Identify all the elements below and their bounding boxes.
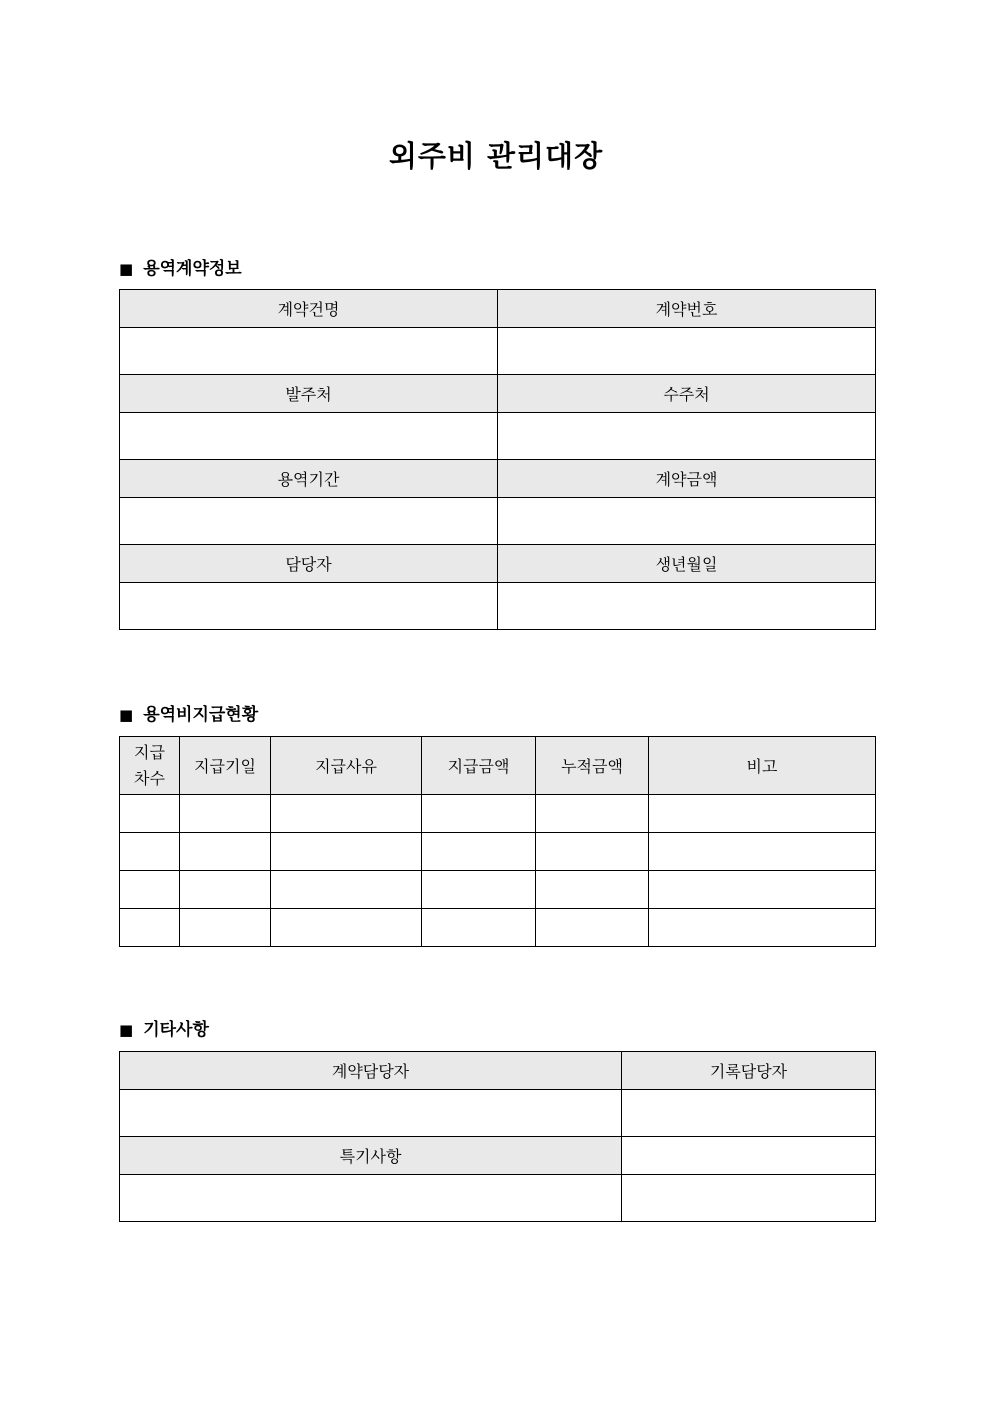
header-person-in-charge: 담당자 [120,545,498,583]
header-contract-name: 계약건명 [120,290,498,328]
header-service-period: 용역기간 [120,460,498,498]
payment-cell[interactable] [422,871,536,909]
contract-name-field[interactable] [120,328,498,375]
payment-cell[interactable] [180,833,271,871]
service-period-field[interactable] [120,498,498,545]
payment-cell[interactable] [422,833,536,871]
payment-cell[interactable] [180,871,271,909]
contractor-field[interactable] [498,413,876,460]
contract-manager-field[interactable] [120,1090,622,1137]
payment-cell[interactable] [271,795,422,833]
section-title: 기타사항 [143,1020,209,1040]
payment-cell[interactable] [422,909,536,947]
payment-table [119,736,876,947]
section-heading-contract-info [119,254,242,279]
header-client: 발주처 [120,375,498,413]
payment-cell[interactable] [120,909,180,947]
payment-cell[interactable] [120,871,180,909]
table-row [120,795,876,833]
header-contract-number: 계약번호 [498,290,876,328]
table-row [120,833,876,871]
header-cumulative-amount: 누적금액 [536,737,649,795]
header-contract-amount: 계약금액 [498,460,876,498]
section-heading-other [119,1015,209,1040]
payment-cell[interactable] [536,909,649,947]
record-manager-field-2[interactable] [622,1137,876,1175]
header-payment-reason: 지급사유 [271,737,422,795]
birth-date-field[interactable] [498,583,876,630]
payment-cell[interactable] [180,795,271,833]
contract-info-table [119,289,876,630]
record-manager-field-3[interactable] [622,1175,876,1222]
header-special-notes: 특기사항 [120,1137,622,1175]
payment-cell[interactable] [120,833,180,871]
payment-cell[interactable] [271,909,422,947]
payment-cell[interactable] [649,871,876,909]
section-title: 용역계약정보 [143,259,242,279]
payment-cell[interactable] [649,833,876,871]
other-table [119,1051,876,1222]
header-remarks: 비고 [649,737,876,795]
client-field[interactable] [120,413,498,460]
payment-cell[interactable] [536,795,649,833]
section-heading-payment-status [119,700,258,725]
person-in-charge-field[interactable] [120,583,498,630]
header-contractor: 수주처 [498,375,876,413]
payment-cell[interactable] [649,909,876,947]
payment-cell[interactable] [536,871,649,909]
payment-cell[interactable] [180,909,271,947]
special-notes-field[interactable] [120,1175,622,1222]
payment-cell[interactable] [422,795,536,833]
contract-amount-field[interactable] [498,498,876,545]
header-payment-date: 지급기일 [180,737,271,795]
section-title: 용역비지급현황 [143,705,259,725]
payment-cell[interactable] [271,833,422,871]
contract-number-field[interactable] [498,328,876,375]
table-row [120,871,876,909]
header-payment-round: 지급 차수 [120,737,180,795]
page-title: 외주비 관리대장 [388,139,604,173]
header-record-manager: 기록담당자 [622,1052,876,1090]
record-manager-field-1[interactable] [622,1090,876,1137]
section-marker: ■ [119,1021,134,1039]
header-birth-date: 생년월일 [498,545,876,583]
payment-cell[interactable] [120,795,180,833]
section-marker: ■ [119,706,134,724]
payment-cell[interactable] [536,833,649,871]
payment-cell[interactable] [271,871,422,909]
table-row [120,909,876,947]
payment-cell[interactable] [649,795,876,833]
section-marker: ■ [119,260,134,278]
header-contract-manager: 계약담당자 [120,1052,622,1090]
header-payment-amount: 지급금액 [422,737,536,795]
